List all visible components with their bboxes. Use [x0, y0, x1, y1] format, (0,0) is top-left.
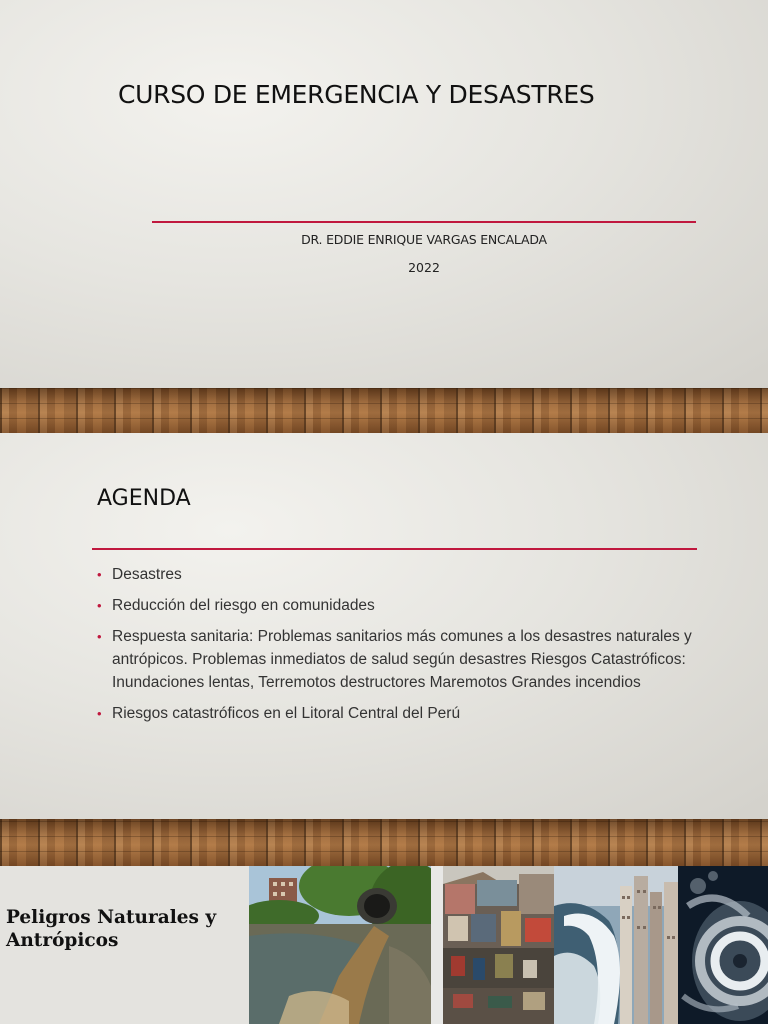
list-item-text: Riesgos catastróficos en el Litoral Central del Perú [112, 705, 461, 722]
hazards-slide [0, 866, 768, 1024]
wood-floor-divider [0, 819, 768, 866]
list-item [97, 594, 697, 617]
accent-rule [152, 221, 696, 223]
bullet-icon: • [97, 567, 102, 582]
wood-floor-divider [0, 388, 768, 433]
title-slide [0, 0, 768, 388]
bullet-icon: • [97, 629, 102, 644]
list-item [97, 563, 697, 586]
hazards-title-panel [0, 866, 249, 1024]
agenda-slide [0, 433, 768, 819]
photo-gap [431, 866, 443, 1024]
tsunami-wave-photo [554, 866, 678, 1024]
bullet-icon: • [97, 706, 102, 721]
agenda-list [97, 563, 697, 733]
list-item-text: Respuesta sanitaria: Problemas sanitarios más comunes a los desastres naturales y antrópicos. Problemas inmediatos de salud según desastres Riesgos Catastróficos: Inundaciones lentas, Terremotos destructores Maremotos Grandes incendios [112, 628, 692, 691]
author-name: DR. EDDIE ENRIQUE VARGAS ENCALADA [301, 232, 547, 247]
list-item-text: Reducción del riesgo en comunidades [112, 597, 375, 614]
list-item-text: Desastres [112, 566, 182, 583]
course-year: 2022 [408, 260, 440, 275]
slum-houses-photo [443, 866, 554, 1024]
list-item [97, 625, 697, 694]
hurricane-satellite-photo [678, 866, 768, 1024]
bullet-icon: • [97, 598, 102, 613]
list-item [97, 702, 697, 725]
polluted-river-photo [249, 866, 431, 1024]
accent-rule [92, 548, 697, 550]
agenda-title: AGENDA [97, 486, 191, 511]
hazards-title: Peligros Naturales y Antrópicos [6, 907, 217, 951]
course-title: CURSO DE EMERGENCIA Y DESASTRES [118, 80, 595, 109]
